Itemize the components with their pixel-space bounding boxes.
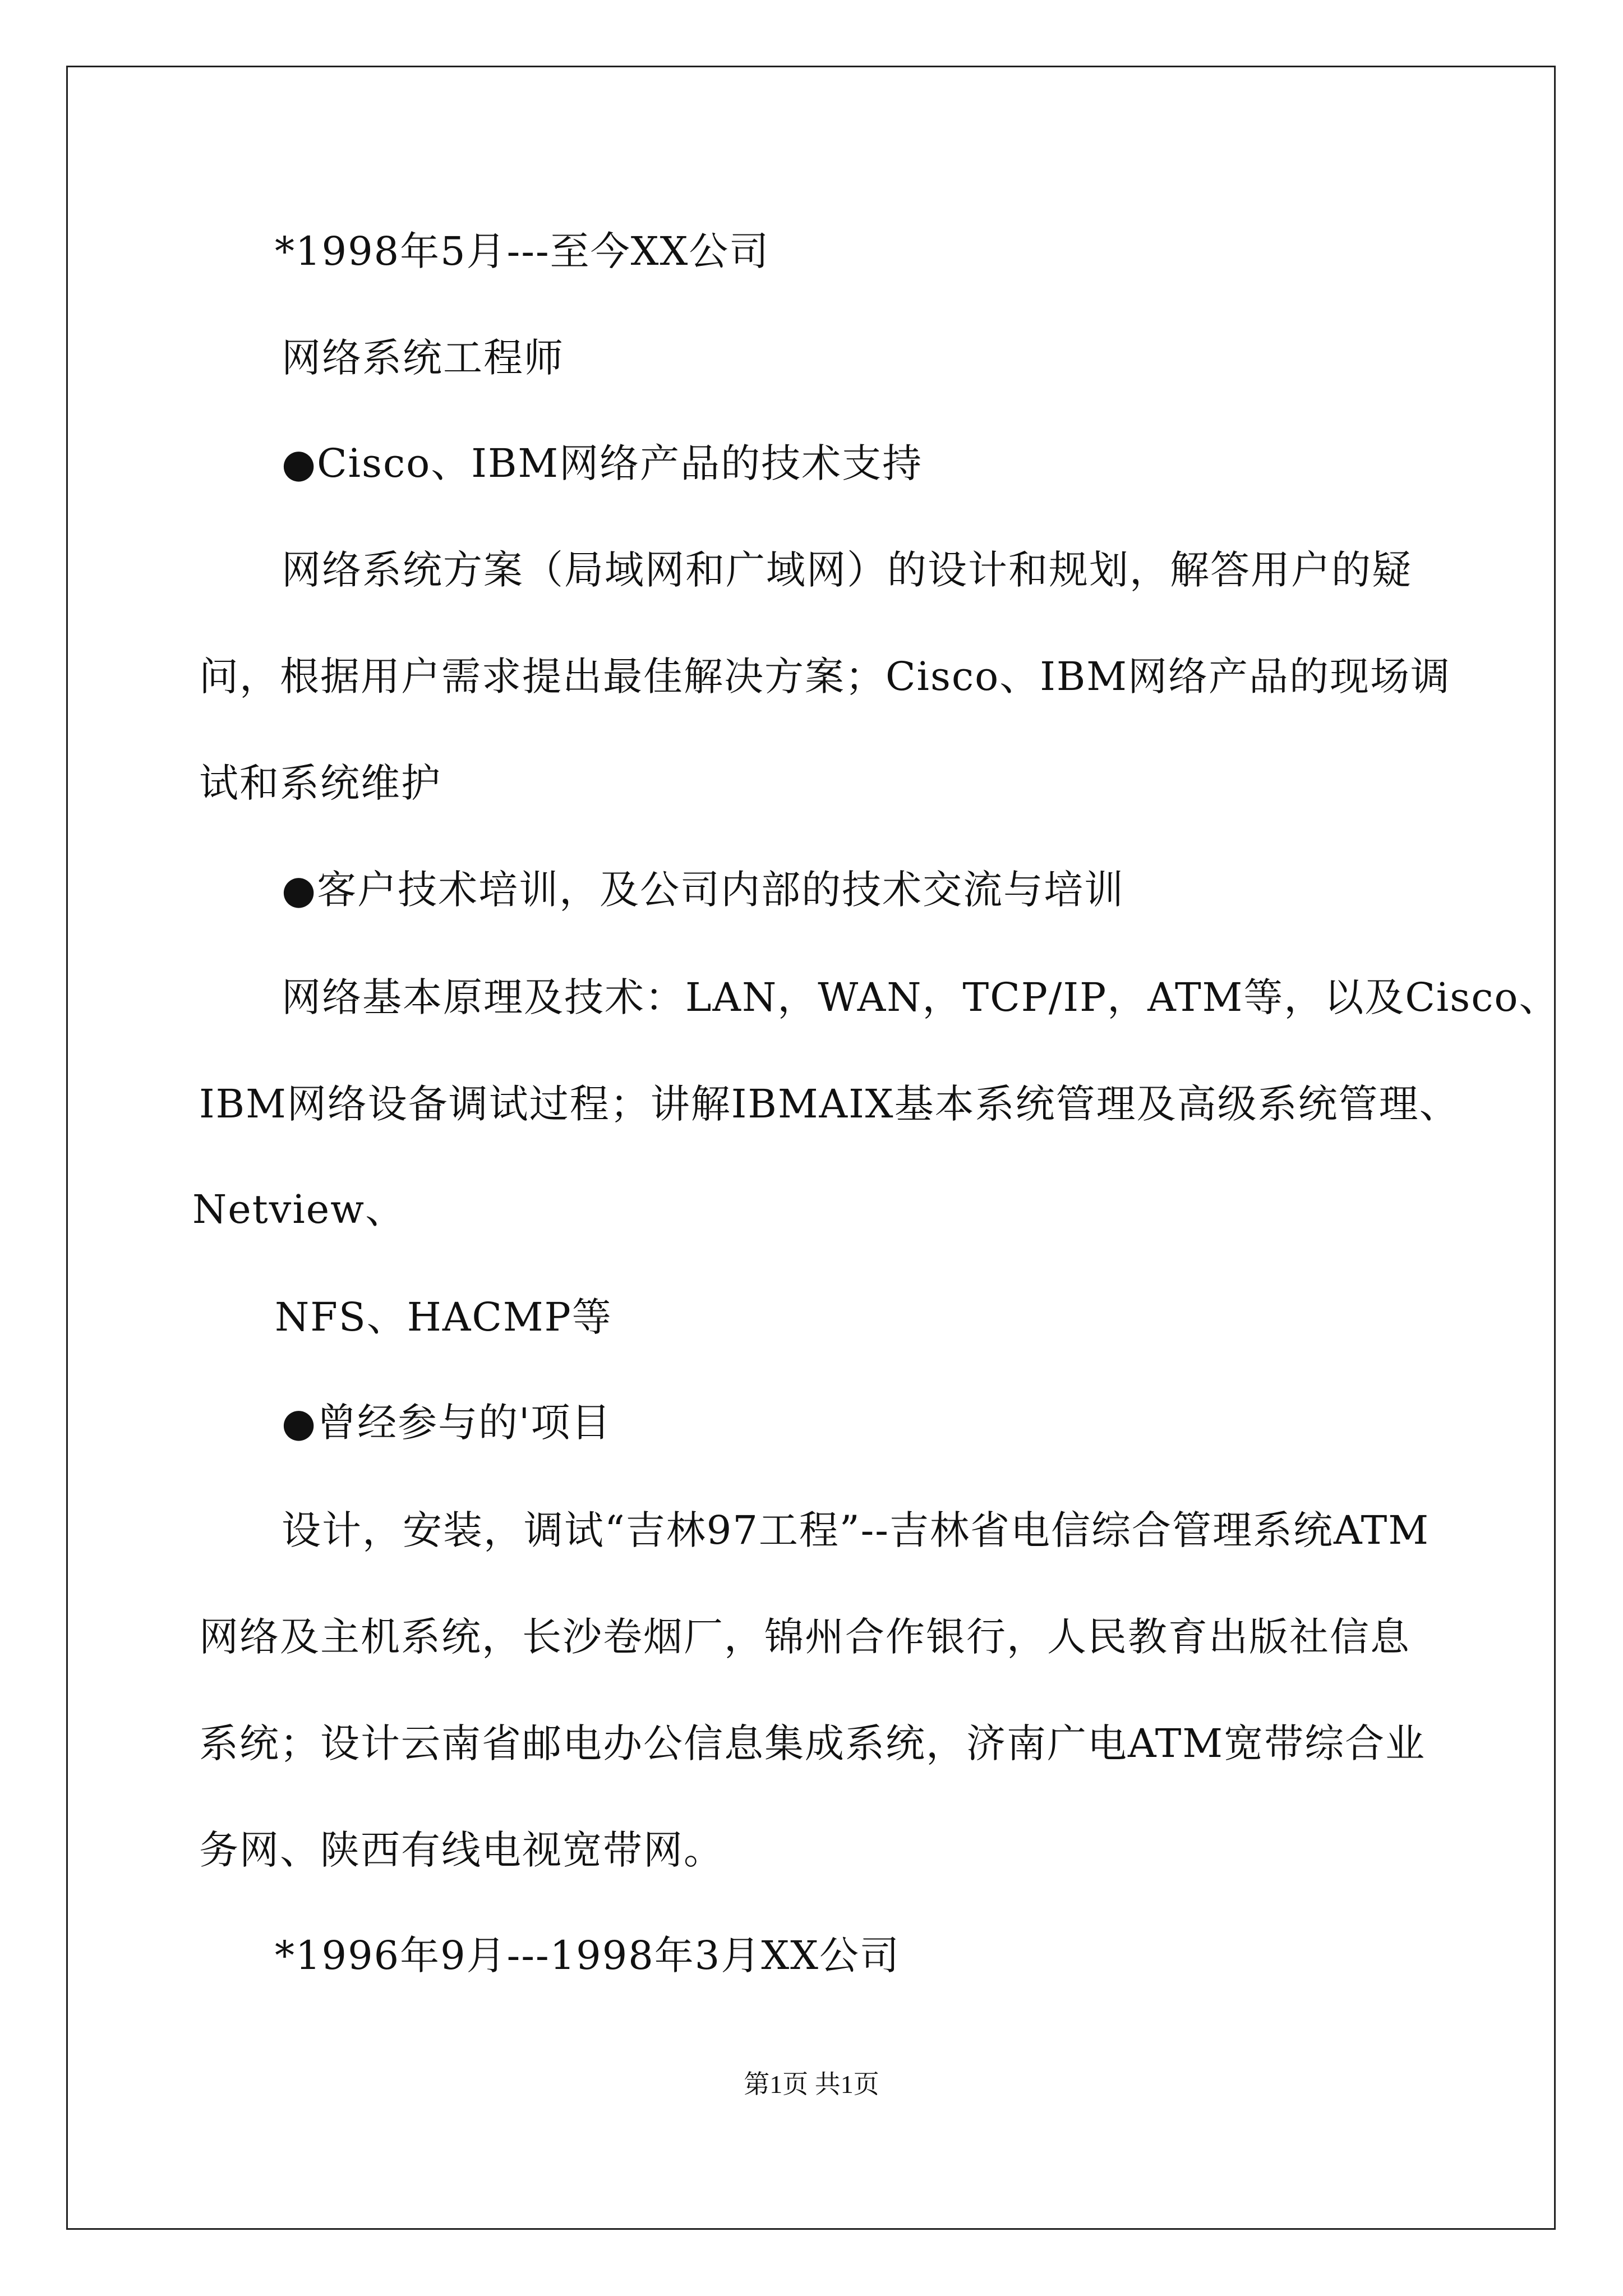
job-title: 网络系统工程师	[282, 335, 564, 381]
bullet-heading: ●Cisco、IBM网络产品的技术支持	[282, 440, 923, 486]
paragraph-line: 设计，安装，调试“吉林97工程”--吉林省电信综合管理系统ATM	[282, 1507, 1430, 1553]
paragraph-line: 网络及主机系统，长沙卷烟厂，锦州合作银行，人民教育出版社信息	[199, 1614, 1410, 1660]
paragraph-line: 系统；设计云南省邮电办公信息集成系统，济南广电ATM宽带综合业	[199, 1720, 1426, 1766]
paragraph-line: 网络基本原理及技术：LAN，WAN，TCP/IP，ATM等，以及Cisco、	[282, 974, 1560, 1020]
page-number: 第1页 共1页	[744, 2070, 879, 2099]
bullet-heading: ●客户技术培训，及公司内部的技术交流与培训	[282, 867, 1125, 913]
paragraph-line: 问，根据用户需求提出最佳解决方案；Cisco、IBM网络产品的现场调	[199, 654, 1451, 700]
bullet-heading: ●曾经参与的'项目	[282, 1400, 612, 1446]
job-period-heading: *1998年5月---至今XX公司	[275, 228, 770, 274]
paragraph-line: IBM网络设备调试过程；讲解IBMAIX基本系统管理及高级系统管理、	[199, 1081, 1460, 1127]
paragraph-line: Netview、	[192, 1186, 406, 1232]
paragraph-line: 网络系统方案（局域网和广域网）的设计和规划，解答用户的疑	[282, 547, 1412, 593]
paragraph-line: 务网、陕西有线电视宽带网。	[199, 1827, 724, 1873]
paragraph-line: NFS、HACMP等	[275, 1294, 612, 1340]
paragraph-line: 试和系统维护	[199, 760, 441, 806]
job-period-heading: *1996年9月---1998年3月XX公司	[275, 1932, 900, 1978]
page-border	[66, 66, 1556, 2230]
